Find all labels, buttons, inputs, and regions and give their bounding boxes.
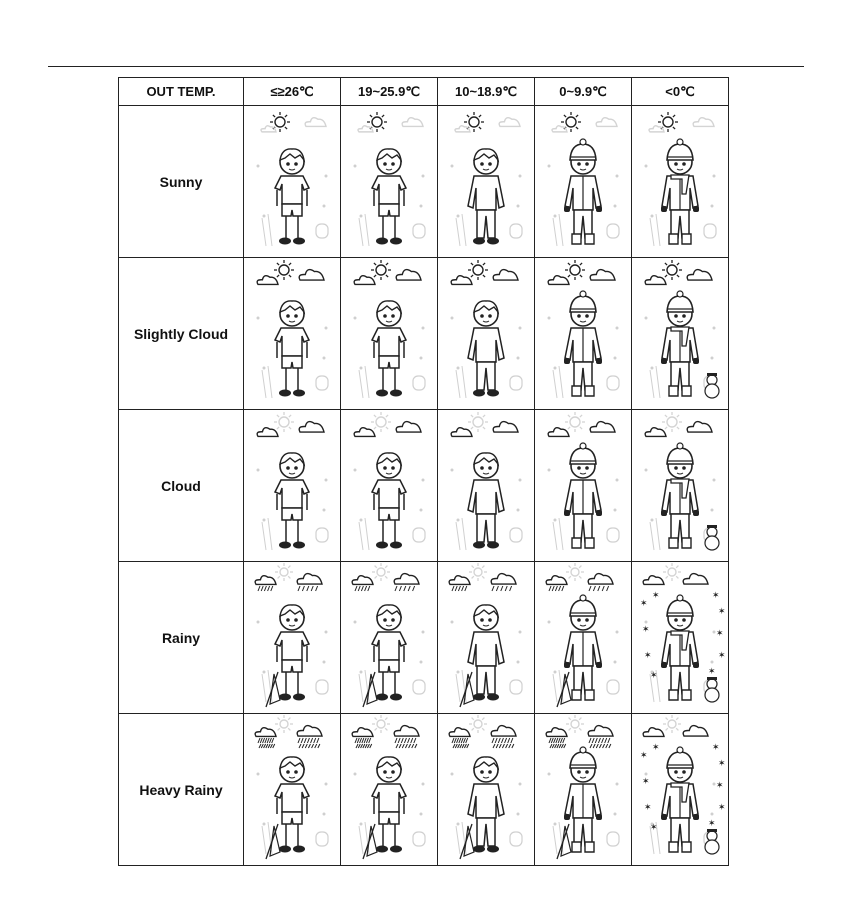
outfit-illustration-cell	[632, 106, 729, 258]
child-outfit-icon	[632, 258, 728, 409]
svg-text:✶: ✶	[642, 625, 650, 635]
outfit-illustration-cell	[244, 106, 341, 258]
child-outfit-icon	[535, 410, 631, 561]
svg-text:✶: ✶	[716, 629, 724, 639]
child-outfit-icon	[632, 562, 728, 713]
table-row	[119, 106, 729, 258]
child-outfit-icon	[341, 258, 437, 409]
temp-header: ≤≥26℃	[244, 78, 341, 106]
svg-text:✶: ✶	[652, 743, 660, 753]
clothing-guide-table	[118, 77, 729, 866]
outfit-illustration-cell	[244, 714, 341, 866]
child-outfit-icon	[535, 258, 631, 409]
outfit-illustration-cell	[438, 410, 535, 562]
svg-text:✶: ✶	[712, 743, 720, 753]
temp-header: 10~18.9℃	[438, 78, 535, 106]
svg-text:✶: ✶	[712, 591, 720, 601]
child-outfit-icon	[244, 714, 340, 865]
child-outfit-icon	[438, 562, 534, 713]
child-outfit-icon	[244, 258, 340, 409]
svg-text:✶: ✶	[652, 591, 660, 601]
outfit-illustration-cell	[244, 410, 341, 562]
outfit-illustration-cell	[535, 106, 632, 258]
outfit-illustration-cell	[341, 714, 438, 866]
outfit-illustration-cell	[632, 714, 729, 866]
outfit-illustration-cell	[535, 258, 632, 410]
top-rule	[48, 66, 804, 67]
outfit-illustration-cell	[535, 562, 632, 714]
outfit-illustration-cell	[438, 562, 535, 714]
temp-header: <0℃	[632, 78, 729, 106]
weather-label: Sunny	[119, 106, 244, 258]
table-row	[119, 714, 729, 866]
weather-label: Heavy Rainy	[119, 714, 244, 866]
child-outfit-icon	[632, 714, 728, 865]
child-outfit-icon	[438, 258, 534, 409]
outfit-illustration-cell	[438, 714, 535, 866]
weather-label: Rainy	[119, 562, 244, 714]
outfit-illustration-cell	[535, 714, 632, 866]
svg-text:✶: ✶	[716, 781, 724, 791]
temp-header: 0~9.9℃	[535, 78, 632, 106]
outfit-illustration-cell	[632, 562, 729, 714]
temp-header: 19~25.9℃	[341, 78, 438, 106]
child-outfit-icon	[535, 714, 631, 865]
child-outfit-icon	[244, 562, 340, 713]
table-row	[119, 258, 729, 410]
outfit-illustration-cell	[632, 410, 729, 562]
corner-header: OUT TEMP.	[119, 78, 244, 106]
outfit-illustration-cell	[438, 106, 535, 258]
child-outfit-icon	[535, 562, 631, 713]
svg-text:✶: ✶	[644, 651, 652, 661]
outfit-illustration-cell	[341, 106, 438, 258]
weather-label: Cloud	[119, 410, 244, 562]
child-outfit-icon	[341, 106, 437, 257]
svg-text:✶: ✶	[708, 667, 716, 677]
svg-text:✶: ✶	[640, 751, 648, 761]
child-outfit-icon	[244, 410, 340, 561]
child-outfit-icon	[341, 714, 437, 865]
outfit-illustration-cell	[341, 562, 438, 714]
svg-text:✶: ✶	[718, 607, 726, 617]
child-outfit-icon	[341, 562, 437, 713]
outfit-illustration-cell	[535, 410, 632, 562]
svg-text:✶: ✶	[642, 777, 650, 787]
child-outfit-icon	[438, 106, 534, 257]
svg-text:✶: ✶	[650, 823, 658, 833]
outfit-illustration-cell	[244, 562, 341, 714]
svg-text:✶: ✶	[718, 803, 726, 813]
outfit-illustration-cell	[632, 258, 729, 410]
svg-text:✶: ✶	[718, 759, 726, 769]
table-row	[119, 410, 729, 562]
child-outfit-icon	[341, 410, 437, 561]
child-outfit-icon	[438, 410, 534, 561]
weather-label: Slightly Cloud	[119, 258, 244, 410]
child-outfit-icon	[535, 106, 631, 257]
table-row	[119, 562, 729, 714]
child-outfit-icon	[632, 410, 728, 561]
outfit-illustration-cell	[438, 258, 535, 410]
svg-text:✶: ✶	[644, 803, 652, 813]
child-outfit-icon	[438, 714, 534, 865]
child-outfit-icon	[244, 106, 340, 257]
child-outfit-icon	[632, 106, 728, 257]
svg-text:✶: ✶	[718, 651, 726, 661]
svg-text:✶: ✶	[650, 671, 658, 681]
outfit-illustration-cell	[341, 410, 438, 562]
outfit-illustration-cell	[341, 258, 438, 410]
header-row	[119, 78, 729, 106]
outfit-illustration-cell	[244, 258, 341, 410]
svg-text:✶: ✶	[708, 819, 716, 829]
svg-text:✶: ✶	[640, 599, 648, 609]
